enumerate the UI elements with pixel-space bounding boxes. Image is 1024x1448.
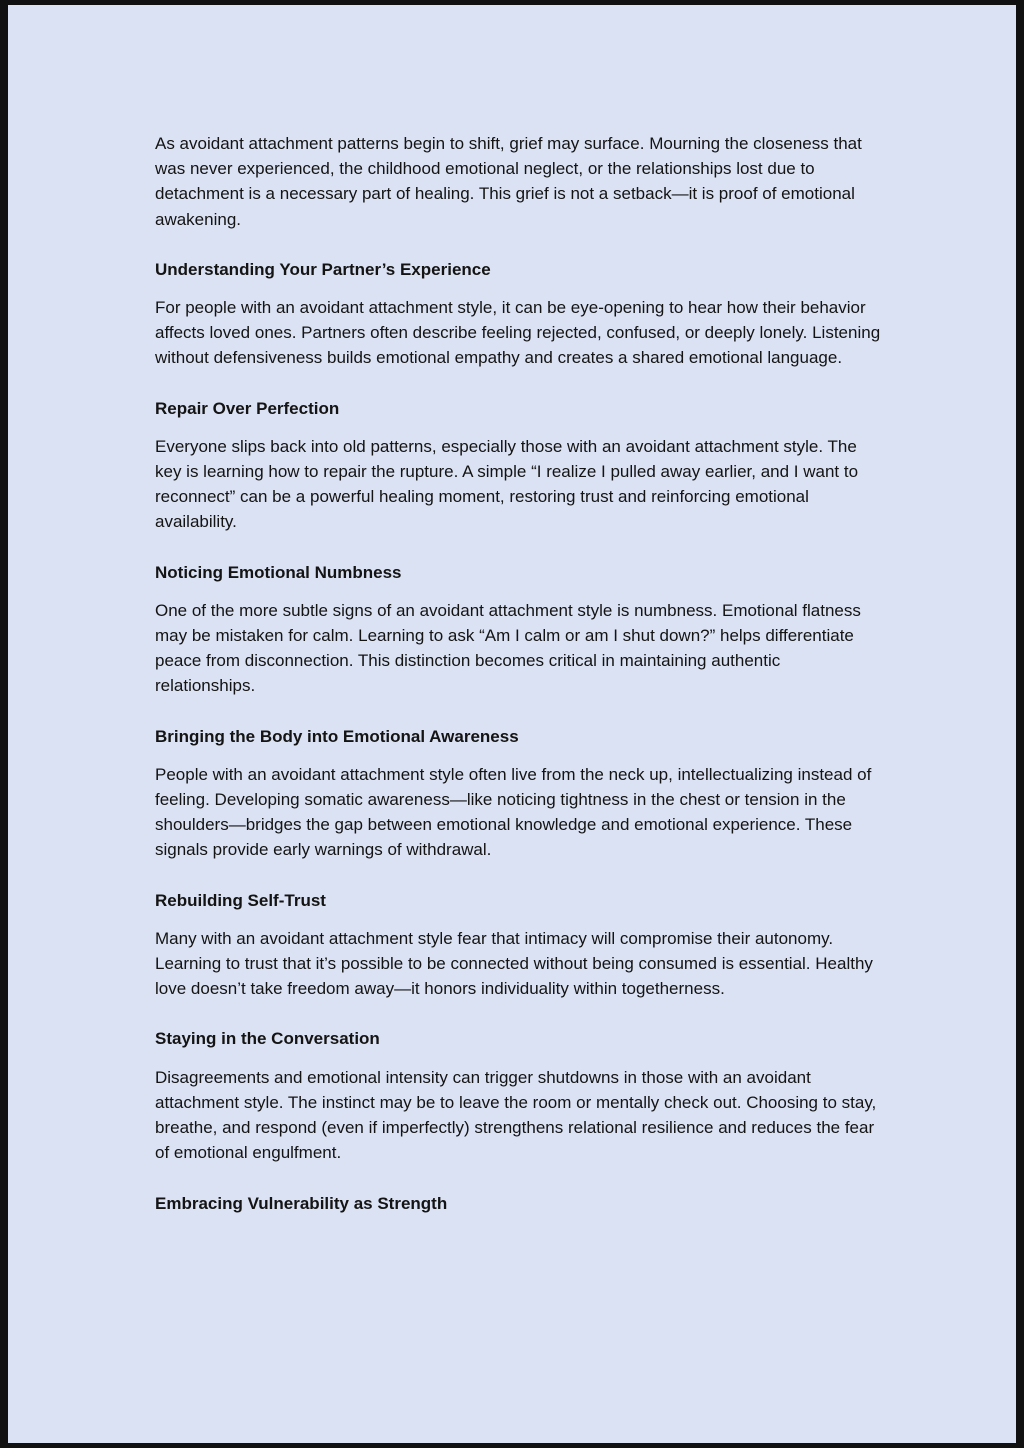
- section-heading-vulnerability-strength: Embracing Vulnerability as Strength: [155, 1193, 448, 1213]
- document-body: [155, 131, 885, 1216]
- intro-paragraph: As avoidant attachment patterns begin to shift, grief may surface. Mourning the closeness that was never experienced, the childhood emotional neglect, or the relationships lost due to detachment is a necessary part of healing. This grief is not a setback—it is proof of emotional awakening.: [155, 134, 862, 229]
- section-heading-body-awareness: Bringing the Body into Emotional Awareness: [155, 726, 519, 746]
- section-paragraph-self-trust: Many with an avoidant attachment style fear that intimacy will compromise their autonomy. Learning to trust that it’s possible to be connected without being consumed is essential. Healthy love doesn’t take freedom away—it honors individuality within togetherness.: [155, 928, 873, 999]
- section-heading-partner-experience: Understanding Your Partner’s Experience: [155, 259, 491, 279]
- section-paragraph-repair-over-perfection: Everyone slips back into old patterns, especially those with an avoidant attachment style. The key is learning how to repair the rupture. A simple “I realize I pulled away earlier, and I want to reconnect” can be a powerful healing moment, restoring trust and reinforcing emotional availability.: [155, 436, 859, 532]
- section-heading-staying-in-conversation: Staying in the Conversation: [155, 1029, 380, 1049]
- section-paragraph-emotional-numbness: One of the more subtle signs of an avoidant attachment style is numbness. Emotional flatness may be mistaken for calm. Learning to ask “Am I calm or am I shut down?” helps differentiate peace from disconnection. This distinction becomes critical in maintaining authentic relationships.: [155, 600, 861, 696]
- section-heading-repair-over-perfection: Repair Over Perfection: [155, 398, 340, 418]
- section-paragraph-staying-in-conversation: Disagreements and emotional intensity can trigger shutdowns in those with an avoidant attachment style. The instinct may be to leave the room or mentally check out. Choosing to stay, breathe, and respond (even if imperfectly) strengthens relational resilience and reduces the fear of emotional engulfment.: [155, 1067, 877, 1163]
- section-heading-emotional-numbness: Noticing Emotional Numbness: [155, 562, 402, 582]
- section-heading-self-trust: Rebuilding Self-Trust: [155, 890, 326, 910]
- section-paragraph-partner-experience: For people with an avoidant attachment style, it can be eye-opening to hear how their behavior affects loved ones. Partners often describe feeling rejected, confused, or deeply lonely. Listening without defensiveness builds emotional empathy and creates a shared emotional language.: [155, 298, 881, 368]
- section-paragraph-body-awareness: People with an avoidant attachment style often live from the neck up, intellectualizing instead of feeling. Developing somatic awareness—like noticing tightness in the chest or tension in the shoulders—bridges the gap between emotional knowledge and emotional experience. These signals provide early warnings of withdrawal.: [155, 764, 872, 860]
